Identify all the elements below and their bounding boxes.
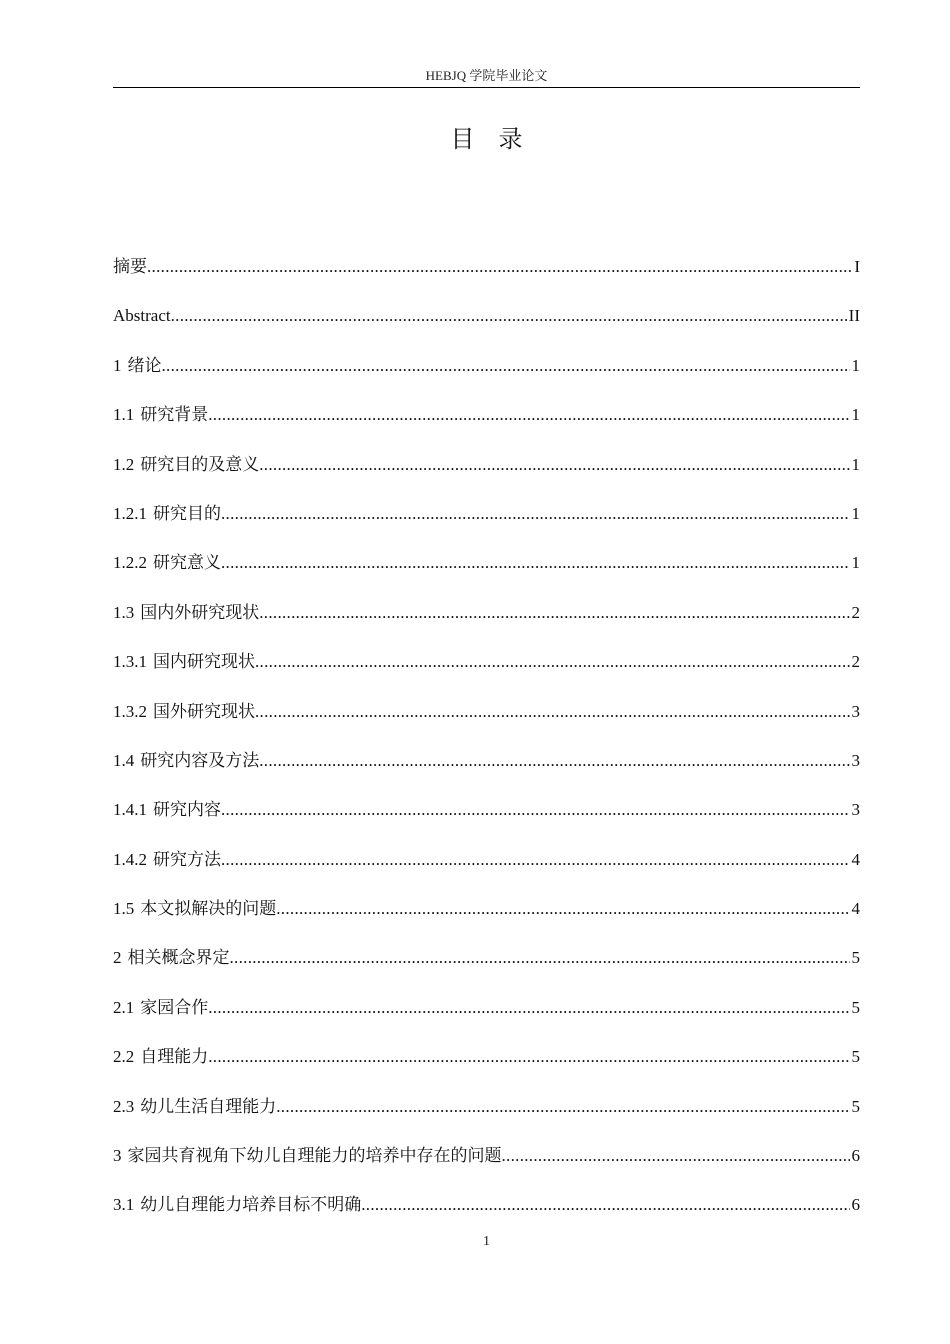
toc-leader-dots bbox=[147, 253, 852, 281]
toc-entry-title: 绪论 bbox=[127, 355, 162, 375]
toc-entry-page: 3 bbox=[851, 800, 860, 820]
toc-leader-dots bbox=[208, 994, 849, 1022]
toc-entry-number: 1.1 bbox=[113, 405, 135, 425]
toc-entry-number: 3 bbox=[113, 1146, 122, 1166]
toc-entry-number: 1.2.1 bbox=[113, 503, 147, 523]
toc-entry-1-3[interactable] bbox=[113, 599, 860, 648]
toc-entry-1[interactable] bbox=[113, 352, 860, 401]
toc-entry-1-5[interactable] bbox=[113, 895, 860, 944]
toc-entry-label bbox=[113, 846, 221, 874]
toc-entry-label bbox=[113, 994, 208, 1022]
toc-entry-2-2[interactable] bbox=[113, 1043, 860, 1092]
toc-entry-number: 2.1 bbox=[113, 997, 135, 1017]
toc-entry-number: 1.4.1 bbox=[113, 800, 147, 820]
running-header: HEBJQ 学院毕业论文 bbox=[425, 68, 548, 83]
page-number: 1 bbox=[483, 1234, 490, 1249]
toc-entry-page: 5 bbox=[851, 1096, 860, 1116]
toc-leader-dots bbox=[208, 401, 849, 429]
toc-entry-label bbox=[113, 352, 162, 380]
toc-entry-number: 3.1 bbox=[113, 1195, 135, 1215]
toc-entry-1-3-2[interactable] bbox=[113, 698, 860, 747]
toc-entry-page: 1 bbox=[851, 454, 860, 474]
toc-entry-title: 自理能力 bbox=[140, 1047, 209, 1067]
toc-leader-dots bbox=[361, 1191, 849, 1219]
toc-leader-dots bbox=[221, 846, 850, 874]
toc-entry-page: II bbox=[848, 306, 860, 326]
toc-entry-label bbox=[113, 549, 221, 577]
toc-entry-title: 研究目的 bbox=[153, 503, 221, 523]
toc-entry-title: 家园合作 bbox=[140, 997, 209, 1017]
toc-entry-title: 研究背景 bbox=[140, 405, 209, 425]
toc-entry-title: 研究内容 bbox=[153, 800, 221, 820]
toc-entry-abstract-en[interactable] bbox=[113, 302, 860, 351]
toc-leader-dots bbox=[221, 796, 850, 824]
toc-entry-label bbox=[113, 698, 255, 726]
toc-entry-title: 国内外研究现状 bbox=[140, 602, 260, 622]
toc-leader-dots bbox=[208, 1043, 849, 1071]
toc-entry-label bbox=[113, 648, 255, 676]
toc-leader-dots bbox=[259, 451, 849, 479]
toc-entry-label bbox=[113, 401, 208, 429]
toc-entry-1-4-2[interactable] bbox=[113, 846, 860, 895]
toc-entry-page: 1 bbox=[851, 503, 860, 523]
toc-entry-number: 1.4 bbox=[113, 750, 135, 770]
toc-entry-1-2-2[interactable] bbox=[113, 549, 860, 598]
toc-entry-page: 4 bbox=[851, 899, 860, 919]
toc-entry-title: 研究内容及方法 bbox=[140, 750, 260, 770]
toc-entry-page: 6 bbox=[851, 1195, 860, 1215]
toc-leader-dots bbox=[276, 895, 849, 923]
header-rule bbox=[113, 87, 860, 88]
toc-entry-label bbox=[113, 747, 259, 775]
toc-entry-number: 2 bbox=[113, 948, 122, 968]
toc-entry-title: 相关概念界定 bbox=[127, 948, 230, 968]
toc-entry-label bbox=[113, 944, 230, 972]
toc-entry-1-3-1[interactable] bbox=[113, 648, 860, 697]
toc-leader-dots bbox=[259, 599, 849, 627]
toc-entry-title: 本文拟解决的问题 bbox=[140, 899, 277, 919]
toc-entry-title: 研究意义 bbox=[153, 553, 221, 573]
toc-entry-title: 研究方法 bbox=[153, 849, 221, 869]
toc-entry-title: 摘要 bbox=[113, 257, 147, 276]
toc-entry-label bbox=[113, 796, 221, 824]
toc-entry-1-2-1[interactable] bbox=[113, 500, 860, 549]
toc-leader-dots bbox=[259, 747, 849, 775]
toc-entry-title: Abstract bbox=[113, 306, 171, 326]
toc-entry-page: 1 bbox=[851, 355, 860, 375]
toc-entry-label bbox=[113, 253, 147, 281]
toc-leader-dots bbox=[255, 648, 850, 676]
toc-entry-page: 1 bbox=[851, 405, 860, 425]
toc-entry-1-4[interactable] bbox=[113, 747, 860, 796]
toc-entry-number: 1.2.2 bbox=[113, 553, 147, 573]
toc-leader-dots bbox=[221, 549, 850, 577]
toc-entry-2[interactable] bbox=[113, 944, 860, 993]
toc-entry-label bbox=[113, 1043, 208, 1071]
toc-entry-title: 研究目的及意义 bbox=[140, 454, 260, 474]
toc-entry-number: 1 bbox=[113, 355, 122, 375]
toc-entry-title: 国外研究现状 bbox=[153, 701, 255, 721]
toc-entry-label bbox=[113, 451, 259, 479]
toc-entry-label bbox=[113, 302, 171, 330]
toc-entry-page: I bbox=[854, 257, 860, 276]
toc-entry-page: 5 bbox=[851, 948, 860, 968]
toc-leader-dots bbox=[255, 698, 850, 726]
toc-entry-number: 1.5 bbox=[113, 899, 135, 919]
toc-entry-page: 4 bbox=[851, 849, 860, 869]
toc-leader-dots bbox=[276, 1093, 849, 1121]
toc-entry-1-1[interactable] bbox=[113, 401, 860, 450]
toc-entry-title: 家园共育视角下幼儿自理能力的培养中存在的问题 bbox=[127, 1146, 502, 1166]
toc-entry-label bbox=[113, 599, 259, 627]
toc-entry-number: 2.2 bbox=[113, 1047, 135, 1067]
toc-entry-label bbox=[113, 1093, 276, 1121]
toc-entry-number: 1.2 bbox=[113, 454, 135, 474]
toc-entry-1-4-1[interactable] bbox=[113, 796, 860, 845]
toc-entry-title: 幼儿生活自理能力 bbox=[140, 1096, 277, 1116]
toc-entry-2-1[interactable] bbox=[113, 994, 860, 1043]
toc-entry-page: 2 bbox=[851, 652, 860, 672]
toc-entry-title: 国内研究现状 bbox=[153, 652, 255, 672]
toc-entry-label bbox=[113, 1191, 361, 1219]
toc-leader-dots bbox=[230, 944, 850, 972]
toc-entry-page: 5 bbox=[851, 1047, 860, 1067]
toc-leader-dots bbox=[221, 500, 850, 528]
toc-entry-3[interactable] bbox=[113, 1142, 860, 1191]
toc-leader-dots bbox=[162, 352, 850, 380]
toc-entry-label bbox=[113, 500, 221, 528]
toc-entry-title: 幼儿自理能力培养目标不明确 bbox=[140, 1195, 362, 1215]
table-of-contents bbox=[113, 253, 860, 1241]
toc-entry-page: 1 bbox=[851, 553, 860, 573]
toc-entry-number: 1.3 bbox=[113, 602, 135, 622]
toc-entry-label bbox=[113, 1142, 502, 1170]
toc-entry-2-3[interactable] bbox=[113, 1093, 860, 1142]
toc-entry-page: 3 bbox=[851, 701, 860, 721]
toc-entry-number: 1.4.2 bbox=[113, 849, 147, 869]
toc-entry-page: 2 bbox=[851, 602, 860, 622]
toc-entry-number: 1.3.2 bbox=[113, 701, 147, 721]
toc-entry-label bbox=[113, 895, 276, 923]
toc-entry-1-2[interactable] bbox=[113, 451, 860, 500]
toc-entry-page: 5 bbox=[851, 997, 860, 1017]
toc-entry-page: 6 bbox=[851, 1146, 860, 1166]
toc-entry-number: 2.3 bbox=[113, 1096, 135, 1116]
toc-leader-dots bbox=[502, 1142, 850, 1170]
toc-title: 目录 bbox=[450, 125, 547, 153]
toc-entry-page: 3 bbox=[851, 750, 860, 770]
toc-entry-number: 1.3.1 bbox=[113, 652, 147, 672]
toc-leader-dots bbox=[171, 302, 847, 330]
toc-entry-abstract-cn[interactable] bbox=[113, 253, 860, 302]
